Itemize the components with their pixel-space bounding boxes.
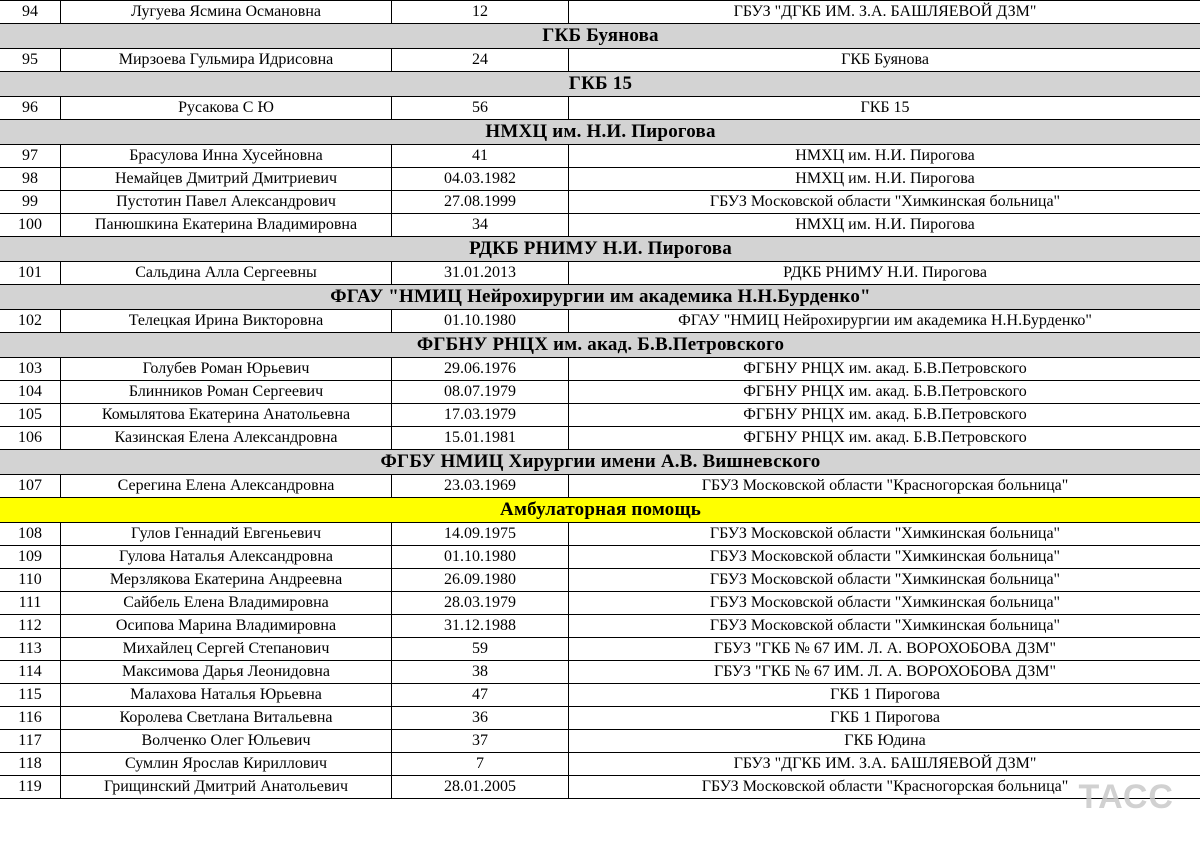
institution-cell: ГБУЗ Московской области "Химкинская больница"	[569, 569, 1200, 592]
full-name-cell: Русакова С Ю	[61, 97, 392, 120]
section-title: ФГАУ "НМИЦ Нейрохирургии им академика Н.Н.Бурденко"	[0, 285, 1200, 310]
institution-cell: ГБУЗ Московской области "Химкинская больница"	[569, 615, 1200, 638]
full-name-cell: Максимова Дарья Леонидовна	[61, 661, 392, 684]
full-name-cell: Сумлин Ярослав Кириллович	[61, 753, 392, 776]
full-name-cell: Голубев Роман Юрьевич	[61, 358, 392, 381]
age-or-birthdate-cell: 27.08.1999	[392, 191, 569, 214]
table-row	[0, 310, 1200, 333]
age-or-birthdate-cell: 28.03.1979	[392, 592, 569, 615]
full-name-cell: Гулов Геннадий Евгеньевич	[61, 523, 392, 546]
full-name-cell: Мирзоева Гульмира Идрисовна	[61, 49, 392, 72]
row-number-cell: 113	[0, 638, 61, 661]
institution-cell: ГКБ Буянова	[569, 49, 1200, 72]
table-row	[0, 262, 1200, 285]
institution-cell: ГБУЗ Московской области "Красногорская больница"	[569, 776, 1200, 799]
row-number-cell: 115	[0, 684, 61, 707]
full-name-cell: Мерзлякова Екатерина Андреевна	[61, 569, 392, 592]
institution-cell: ГБУЗ Московской области "Химкинская больница"	[569, 191, 1200, 214]
age-or-birthdate-cell: 29.06.1976	[392, 358, 569, 381]
age-or-birthdate-cell: 41	[392, 145, 569, 168]
institution-cell: НМХЦ им. Н.И. Пирогова	[569, 168, 1200, 191]
row-number-cell: 112	[0, 615, 61, 638]
full-name-cell: Гулова Наталья Александровна	[61, 546, 392, 569]
table-row	[0, 404, 1200, 427]
table-row	[0, 523, 1200, 546]
table-row	[0, 1, 1200, 24]
row-number-cell: 111	[0, 592, 61, 615]
age-or-birthdate-cell: 36	[392, 707, 569, 730]
institution-cell: ГКБ 1 Пирогова	[569, 684, 1200, 707]
table-row	[0, 776, 1200, 799]
institution-cell: ГБУЗ "ДГКБ ИМ. З.А. БАШЛЯЕВОЙ ДЗМ"	[569, 1, 1200, 24]
age-or-birthdate-cell: 15.01.1981	[392, 427, 569, 450]
section-header-row	[0, 72, 1200, 97]
institution-cell: ФГБНУ РНЦХ им. акад. Б.В.Петровского	[569, 404, 1200, 427]
full-name-cell: Пустотин Павел Александрович	[61, 191, 392, 214]
age-or-birthdate-cell: 56	[392, 97, 569, 120]
row-number-cell: 109	[0, 546, 61, 569]
age-or-birthdate-cell: 01.10.1980	[392, 310, 569, 333]
table-row	[0, 381, 1200, 404]
section-title: ГКБ Буянова	[0, 24, 1200, 49]
age-or-birthdate-cell: 7	[392, 753, 569, 776]
table-row	[0, 145, 1200, 168]
full-name-cell: Сайбель Елена Владимировна	[61, 592, 392, 615]
full-name-cell: Осипова Марина Владимировна	[61, 615, 392, 638]
row-number-cell: 114	[0, 661, 61, 684]
row-number-cell: 110	[0, 569, 61, 592]
institution-cell: ГБУЗ "ДГКБ ИМ. З.А. БАШЛЯЕВОЙ ДЗМ"	[569, 753, 1200, 776]
institution-cell: ГБУЗ Московской области "Химкинская больница"	[569, 523, 1200, 546]
full-name-cell: Грищинский Дмитрий Анатольевич	[61, 776, 392, 799]
row-number-cell: 108	[0, 523, 61, 546]
full-name-cell: Серегина Елена Александровна	[61, 475, 392, 498]
row-number-cell: 99	[0, 191, 61, 214]
full-name-cell: Лугуева Ясмина Османовна	[61, 1, 392, 24]
institution-cell: ГБУЗ "ГКБ № 67 ИМ. Л. А. ВОРОХОБОВА ДЗМ"	[569, 661, 1200, 684]
age-or-birthdate-cell: 59	[392, 638, 569, 661]
section-header-row	[0, 450, 1200, 475]
full-name-cell: Волченко Олег Юльевич	[61, 730, 392, 753]
table-row	[0, 97, 1200, 120]
age-or-birthdate-cell: 34	[392, 214, 569, 237]
row-number-cell: 103	[0, 358, 61, 381]
age-or-birthdate-cell: 04.03.1982	[392, 168, 569, 191]
institution-cell: ГБУЗ "ГКБ № 67 ИМ. Л. А. ВОРОХОБОВА ДЗМ"	[569, 638, 1200, 661]
row-number-cell: 106	[0, 427, 61, 450]
row-number-cell: 105	[0, 404, 61, 427]
full-name-cell: Казинская Елена Александровна	[61, 427, 392, 450]
age-or-birthdate-cell: 12	[392, 1, 569, 24]
row-number-cell: 98	[0, 168, 61, 191]
row-number-cell: 116	[0, 707, 61, 730]
table-row	[0, 753, 1200, 776]
full-name-cell: Телецкая Ирина Викторовна	[61, 310, 392, 333]
institution-cell: ГКБ 1 Пирогова	[569, 707, 1200, 730]
table-row	[0, 707, 1200, 730]
age-or-birthdate-cell: 01.10.1980	[392, 546, 569, 569]
institution-cell: ГКБ 15	[569, 97, 1200, 120]
full-name-cell: Брасулова Инна Хусейновна	[61, 145, 392, 168]
full-name-cell: Комылятова Екатерина Анатольевна	[61, 404, 392, 427]
table-row	[0, 684, 1200, 707]
row-number-cell: 107	[0, 475, 61, 498]
row-number-cell: 100	[0, 214, 61, 237]
section-header-row	[0, 24, 1200, 49]
institution-cell: НМХЦ им. Н.И. Пирогова	[569, 214, 1200, 237]
full-name-cell: Малахова Наталья Юрьевна	[61, 684, 392, 707]
age-or-birthdate-cell: 31.12.1988	[392, 615, 569, 638]
age-or-birthdate-cell: 37	[392, 730, 569, 753]
institution-cell: ГБУЗ Московской области "Химкинская больница"	[569, 592, 1200, 615]
table-row	[0, 661, 1200, 684]
full-name-cell: Немайцев Дмитрий Дмитриевич	[61, 168, 392, 191]
table-row	[0, 427, 1200, 450]
table-row	[0, 214, 1200, 237]
tass-watermark: ТАСС	[1078, 778, 1174, 816]
row-number-cell: 95	[0, 49, 61, 72]
row-number-cell: 102	[0, 310, 61, 333]
age-or-birthdate-cell: 14.09.1975	[392, 523, 569, 546]
age-or-birthdate-cell: 08.07.1979	[392, 381, 569, 404]
table-row	[0, 168, 1200, 191]
row-number-cell: 94	[0, 1, 61, 24]
row-number-cell: 119	[0, 776, 61, 799]
table-row	[0, 730, 1200, 753]
table-row	[0, 546, 1200, 569]
table-row	[0, 191, 1200, 214]
full-name-cell: Королева Светлана Витальевна	[61, 707, 392, 730]
section-header-row	[0, 333, 1200, 358]
row-number-cell: 96	[0, 97, 61, 120]
full-name-cell: Панюшкина Екатерина Владимировна	[61, 214, 392, 237]
table-row	[0, 358, 1200, 381]
section-header-row	[0, 285, 1200, 310]
full-name-cell: Блинников Роман Сергеевич	[61, 381, 392, 404]
institution-cell: ФГБНУ РНЦХ им. акад. Б.В.Петровского	[569, 427, 1200, 450]
section-header-row	[0, 498, 1200, 523]
table-row	[0, 475, 1200, 498]
section-title: ФГБНУ РНЦХ им. акад. Б.В.Петровского	[0, 333, 1200, 358]
section-title: РДКБ РНИМУ Н.И. Пирогова	[0, 237, 1200, 262]
section-title: ФГБУ НМИЦ Хирургии имени А.В. Вишневского	[0, 450, 1200, 475]
age-or-birthdate-cell: 31.01.2013	[392, 262, 569, 285]
table-row	[0, 592, 1200, 615]
row-number-cell: 101	[0, 262, 61, 285]
institution-cell: ГКБ Юдина	[569, 730, 1200, 753]
age-or-birthdate-cell: 26.09.1980	[392, 569, 569, 592]
age-or-birthdate-cell: 47	[392, 684, 569, 707]
institution-cell: ФГАУ "НМИЦ Нейрохирургии им академика Н.Н.Бурденко"	[569, 310, 1200, 333]
institution-cell: ФГБНУ РНЦХ им. акад. Б.В.Петровского	[569, 358, 1200, 381]
section-title: НМХЦ им. Н.И. Пирогова	[0, 120, 1200, 145]
age-or-birthdate-cell: 38	[392, 661, 569, 684]
row-number-cell: 104	[0, 381, 61, 404]
full-name-cell: Сальдина Алла Сергеевны	[61, 262, 392, 285]
section-title: Амбулаторная помощь	[0, 498, 1200, 523]
table-body	[0, 1, 1200, 799]
institution-cell: ФГБНУ РНЦХ им. акад. Б.В.Петровского	[569, 381, 1200, 404]
age-or-birthdate-cell: 17.03.1979	[392, 404, 569, 427]
table-row	[0, 615, 1200, 638]
section-title: ГКБ 15	[0, 72, 1200, 97]
institution-cell: НМХЦ им. Н.И. Пирогова	[569, 145, 1200, 168]
institution-cell: ГБУЗ Московской области "Красногорская больница"	[569, 475, 1200, 498]
table-row	[0, 638, 1200, 661]
age-or-birthdate-cell: 23.03.1969	[392, 475, 569, 498]
table-row	[0, 49, 1200, 72]
age-or-birthdate-cell: 24	[392, 49, 569, 72]
full-name-cell: Михайлец Сергей Степанович	[61, 638, 392, 661]
section-header-row	[0, 120, 1200, 145]
institution-cell: ГБУЗ Московской области "Химкинская больница"	[569, 546, 1200, 569]
age-or-birthdate-cell: 28.01.2005	[392, 776, 569, 799]
row-number-cell: 118	[0, 753, 61, 776]
institution-cell: РДКБ РНИМУ Н.И. Пирогова	[569, 262, 1200, 285]
section-header-row	[0, 237, 1200, 262]
table-row	[0, 569, 1200, 592]
row-number-cell: 97	[0, 145, 61, 168]
row-number-cell: 117	[0, 730, 61, 753]
